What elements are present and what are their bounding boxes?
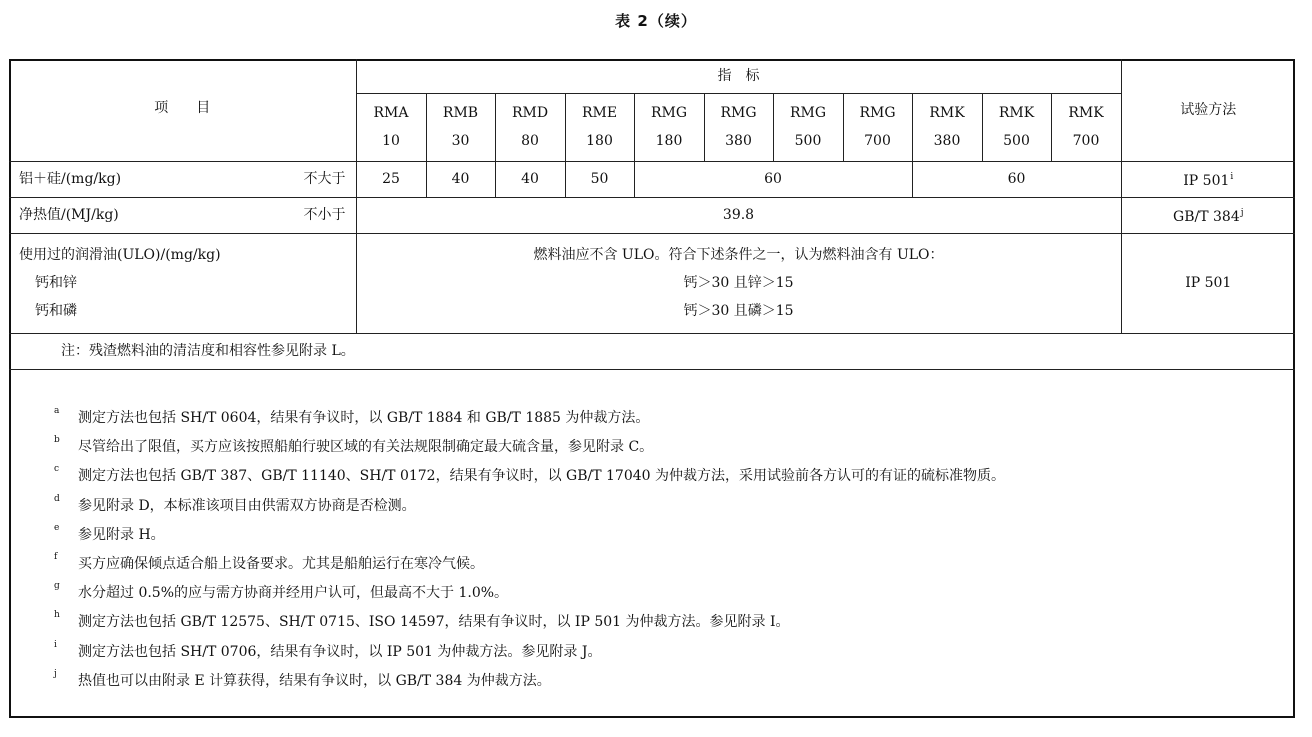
- indicator-header: 指 标: [356, 59, 1121, 93]
- spec-table: [9, 59, 1295, 370]
- method-header: 试验方法: [1121, 59, 1295, 161]
- footnote: f 买方应确保倾点适合船上设备要求。尤其是船舶运行在寒冷气候。: [54, 551, 484, 572]
- grade-cell: RMA 10: [356, 93, 426, 161]
- footnote: h 测定方法也包括 GB/T 12575、SH/T 0715、ISO 14597，结果有争议时，以 IP 501 为仲裁方法。参见附录 I。: [54, 610, 790, 631]
- table-title: 表 2（续）: [615, 12, 697, 30]
- grade-cell: RMK 380: [912, 93, 982, 161]
- grade-cell: RMG 700: [843, 93, 912, 161]
- footnote-list: [52, 404, 1005, 696]
- value-cell: 60: [634, 161, 912, 197]
- value-cell: 25: [356, 161, 426, 197]
- footnote: e 参见附录 H。: [54, 522, 165, 543]
- table-note: 注：残渣燃料油的清洁度和相容性参见附录 L。: [9, 333, 1295, 369]
- footnote: d 参见附录 D，本标准该项目由供需双方协商是否检测。: [54, 493, 416, 514]
- heat-method: GB/T 384$^j$: [1121, 197, 1295, 233]
- grade-cell: RMD 80: [495, 93, 565, 161]
- grade-cell: RMK 500: [982, 93, 1051, 161]
- footnote: g 水分超过 0.5%的应与需方协商并经用户认可，但最高不大于 1.0%。: [54, 581, 509, 602]
- footnote: j 热值也可以由附录 E 计算获得，结果有争议时，以 GB/T 384 为仲裁方法。: [54, 668, 551, 689]
- grade-cell: RMG 180: [634, 93, 704, 161]
- ulo-item: 使用过的润滑油(ULO)/(mg/kg) 钙和锌 钙和磷: [9, 233, 356, 333]
- grade-cell: RMG 500: [773, 93, 843, 161]
- value-cell: 60: [912, 161, 1121, 197]
- footnote: c 测定方法也包括 GB/T 387、GB/T 11140、SH/T 0172，结果有争议时，以 GB/T 17040 为仲裁方法，采用试验前各方认可的有证的硫标准物质。: [54, 464, 1006, 485]
- footnote: a 测定方法也包括 SH/T 0604，结果有争议时，以 GB/T 1884 和 GB/T 1885 为仲裁方法。: [54, 406, 650, 426]
- note-row: [9, 333, 1295, 369]
- ulo-row: [9, 233, 1295, 333]
- grade-cell: RMB 30: [426, 93, 495, 161]
- grade-cell: RME 180: [565, 93, 634, 161]
- value-cell: 40: [426, 161, 495, 197]
- heat-item: 净热值/(MJ/kg) 不小于: [9, 197, 356, 233]
- value-cell: 50: [565, 161, 634, 197]
- item-header: 项 目: [9, 59, 356, 161]
- heat-value: 39.8: [356, 197, 1121, 233]
- value-cell: 40: [495, 161, 565, 197]
- grade-cell: RMK 700: [1051, 93, 1121, 161]
- footnote: b 尽管给出了限值，买方应该按照船舶行驶区域的有关法规限制确定最大硫含量，参见附录 C。: [54, 435, 654, 456]
- footnote: i 测定方法也包括 SH/T 0706，结果有争议时，以 IP 501 为仲裁方法。参见附录 J。: [54, 639, 602, 660]
- heat-row: [9, 197, 1295, 233]
- ulo-method: IP 501: [1121, 233, 1295, 333]
- header-row: [9, 59, 1295, 93]
- al-si-row: [9, 161, 1295, 197]
- al-si-method: IP 501$^i$: [1121, 161, 1295, 197]
- grade-cell: RMG 380: [704, 93, 773, 161]
- al-si-item: 铝＋硅/(mg/kg) 不大于: [9, 161, 356, 197]
- ulo-conditions: 燃料油应不含 ULO。符合下述条件之一，认为燃料油含有 ULO： 钙＞30 且锌＞15 钙＞30 且磷＞15: [356, 233, 1121, 333]
